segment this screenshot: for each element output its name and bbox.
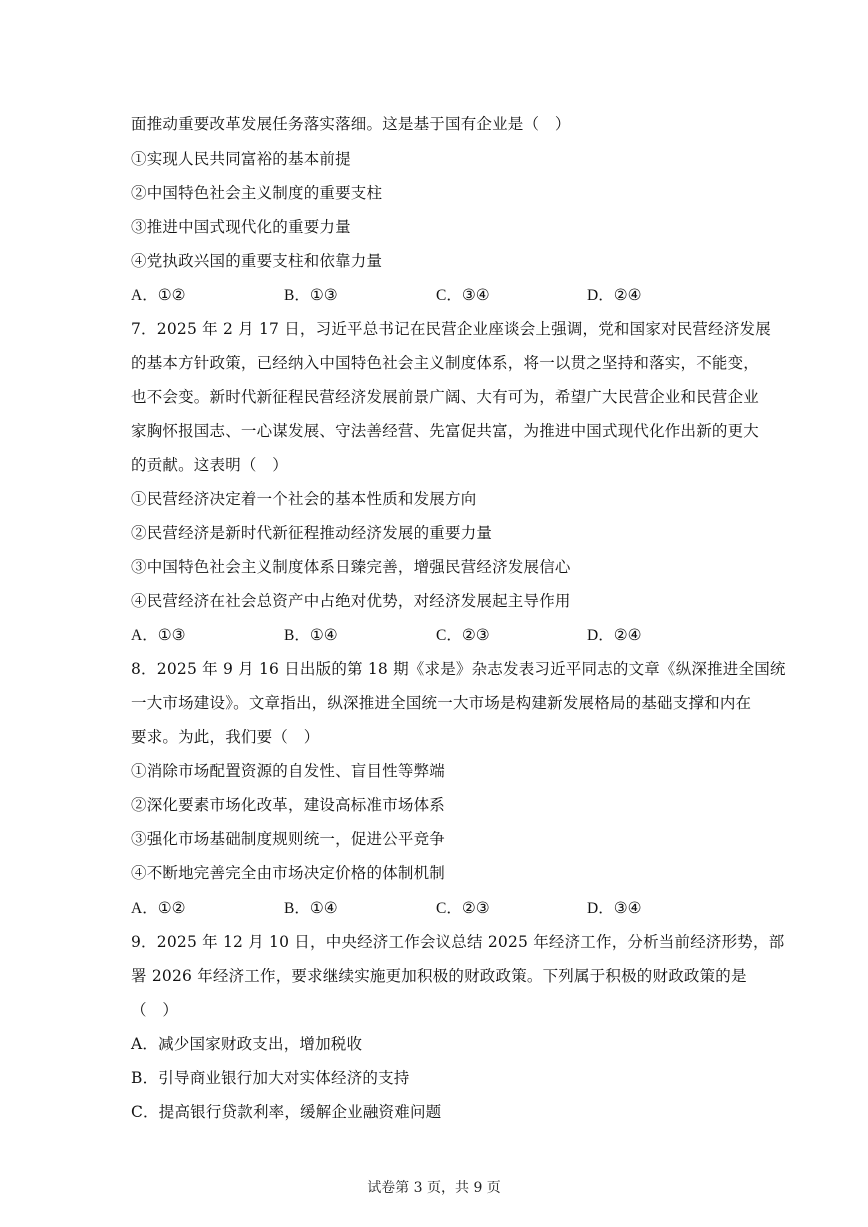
- q7-stem-line-4: 家胸怀报国志、一心谋发展、守法善经营、先富促共富，为推进中国式现代化作出新的更大: [131, 422, 760, 440]
- q9-choice-c[interactable]: C．提高银行贷款利率，缓解企业融资难问题: [131, 1103, 442, 1121]
- q7-option-a[interactable]: A．①③: [131, 626, 186, 644]
- q7-statement-1: ①民营经济决定着一个社会的基本性质和发展方向: [131, 490, 477, 508]
- q8-stem-line-3: 要求。为此，我们要（ ）: [131, 728, 320, 746]
- q8-statement-2: ②深化要素市场化改革，建设高标准市场体系: [131, 796, 446, 814]
- q7-stem-line-2: 的基本方针政策，已经纳入中国特色社会主义制度体系，将一以贯之坚持和落实，不能变，: [131, 354, 760, 372]
- q7-statement-3: ③中国特色社会主义制度体系日臻完善，增强民营经济发展信心: [131, 558, 571, 576]
- q7-stem-line-3: 也不会变。新时代新征程民营经济发展前景广阔、大有可为，希望广大民营企业和民营企业: [131, 388, 760, 406]
- q7-option-c[interactable]: C．②③: [436, 626, 490, 644]
- q8-option-a[interactable]: A．①②: [131, 899, 186, 917]
- q9-choice-b[interactable]: B．引导商业银行加大对实体经济的支持: [131, 1069, 410, 1087]
- q9-stem-line-1: 9．2025 年 12 月 10 日，中央经济工作会议总结 2025 年经济工作，分析当前经济形势，部: [131, 933, 785, 951]
- q6-statement-2: ②中国特色社会主义制度的重要支柱: [131, 184, 383, 202]
- q9-stem-line-2: 署 2026 年经济工作，要求继续实施更加积极的财政政策。下列属于积极的财政政策的是: [131, 967, 747, 985]
- q7-option-d[interactable]: D．②④: [587, 626, 642, 644]
- q6-statement-1: ①实现人民共同富裕的基本前提: [131, 150, 351, 168]
- q8-stem-line-1: 8．2025 年 9 月 16 日出版的第 18 期《求是》杂志发表习近平同志的文章《纵深推进全国统: [131, 660, 786, 678]
- q8-option-b[interactable]: B．①④: [284, 899, 338, 917]
- q9-stem-line-3: （ ）: [131, 1001, 179, 1019]
- q7-statement-2: ②民营经济是新时代新征程推动经济发展的重要力量: [131, 524, 493, 542]
- q6-option-a[interactable]: A．①②: [131, 286, 186, 304]
- q7-stem-line-1: 7．2025 年 2 月 17 日，习近平总书记在民营企业座谈会上强调，党和国家对民营经济发展: [131, 320, 771, 338]
- q7-option-b[interactable]: B．①④: [284, 626, 338, 644]
- q8-statement-4: ④不断地完善完全由市场决定价格的体制机制: [131, 864, 446, 882]
- q8-statement-1: ①消除市场配置资源的自发性、盲目性等弊端: [131, 762, 446, 780]
- q6-option-c[interactable]: C．③④: [436, 286, 490, 304]
- q8-statement-3: ③强化市场基础制度规则统一，促进公平竞争: [131, 830, 446, 848]
- q9-choice-a[interactable]: A．减少国家财政支出，增加税收: [131, 1035, 363, 1053]
- q6-statement-4: ④党执政兴国的重要支柱和依靠力量: [131, 252, 383, 270]
- q8-option-d[interactable]: D．③④: [587, 899, 642, 917]
- q7-stem-line-5: 的贡献。这表明（ ）: [131, 456, 289, 474]
- q8-option-c[interactable]: C．②③: [436, 899, 490, 917]
- question-6-stem-tail: 面推动重要改革发展任务落实落细。这是基于国有企业是（ ）: [131, 115, 571, 133]
- q7-statement-4: ④民营经济在社会总资产中占绝对优势，对经济发展起主导作用: [131, 592, 571, 610]
- page-footer: 试卷第 3 页，共 9 页: [367, 1180, 501, 1196]
- q8-stem-line-2: 一大市场建设》。文章指出，纵深推进全国统一大市场是构建新发展格局的基础支撑和内在: [131, 694, 752, 712]
- q6-option-b[interactable]: B．①③: [284, 286, 338, 304]
- q6-option-d[interactable]: D．②④: [587, 286, 642, 304]
- q6-statement-3: ③推进中国式现代化的重要力量: [131, 218, 351, 236]
